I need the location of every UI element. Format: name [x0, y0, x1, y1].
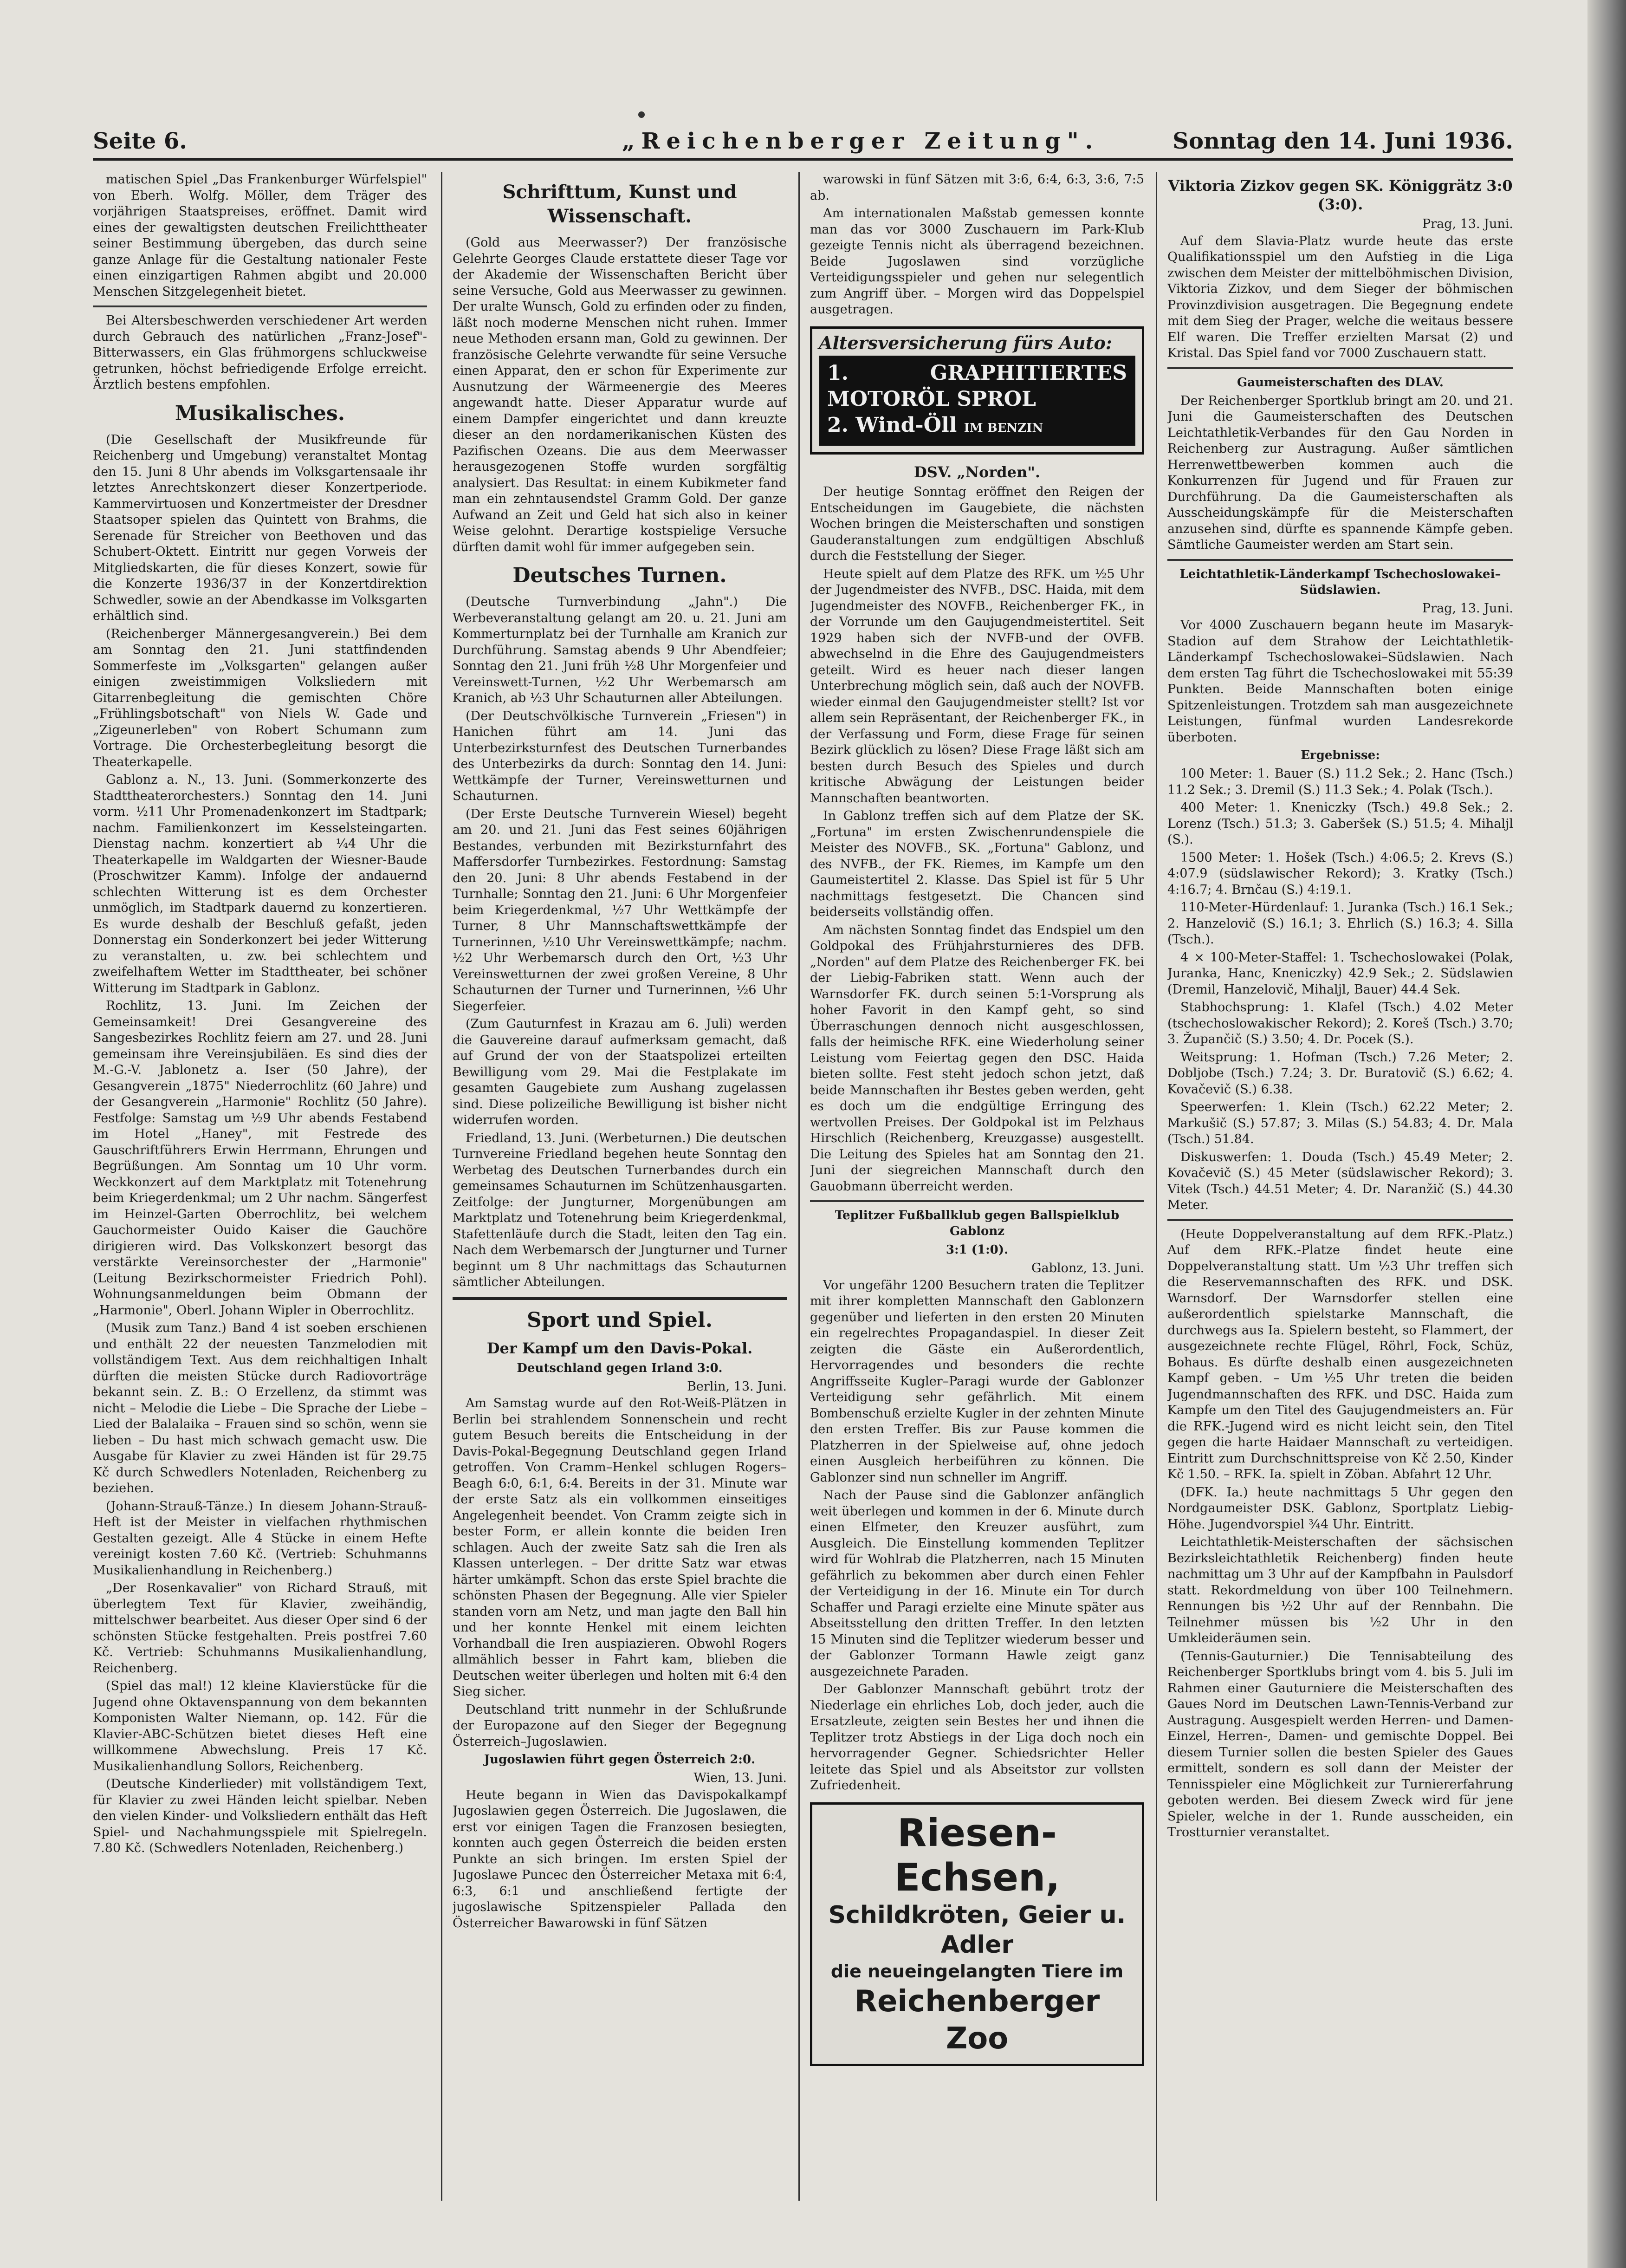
ad-line-2-suffix: IM BENZIN: [964, 421, 1043, 435]
article-text: (Zum Gauturnfest in Krazau am 6. Juli) werden die Gauvereine darauf aufmerksam gemacht, daß auf Grund der von der Staatspolizei erteilten Bewilligung vom 29. Mai die Festplakate im gesamten Gaugebiete zum Aushang zugelassen sind. Diese polizeiliche Bewilligung ist bisher nicht widerrufen worden.: [453, 1017, 787, 1127]
article-text: Der Gablonzer Mannschaft gebührt trotz der Niederlage ein ehrliches Lob, doch jeder, auch die Ersatzleute, zeigten sein Bestes her und ihnen die Teplitzer trotz Abstiegs in der Liga doch noch ein hervorragender Gegner. Schiedsrichter Heller leitete das Spiel und als Abseitstor zur vollsten Zufriedenheit.: [810, 1682, 1144, 1793]
article-headline: Leichtathletik-Länderkampf Tschechoslowakei–Südslawien.: [1179, 567, 1501, 597]
article-text: Am Samstag wurde auf den Rot-Weiß-Plätzen in Berlin bei strahlendem Sonnenschein und recht gutem Besuch bereits die Entscheidung in der Davis-Pokal-Begegnung Deutschland gegen Irland getroffen. Von Cramm–Henkel schlugen Rogers–Beagh 6:0, 6:1, 6:4. Bereits in der 31. Minute war der erste Satz als ein vollkommen einseitiges Angelegenheit beendet. Von Cramm zeigte sich in bester Form, er allein konnte die beiden Iren schlagen. Auch der zweite Satz sah die Iren als Klassen unterlegen. – Der dritte Satz war etwas härter umkämpft. Schon das erste Spiel brachte die schönsten Phasen der Begegnung. Alle vier Spieler standen vorn am Netz, und man jagte den Ball hin und her konnte Henkel mit einem leichten Vorhandball die Iren auspiazieren. Obwohl Rogers allmählich besser in Fahrt kam, blieben die Deutschen weiter überlegen und holten mit 6:4 den Sieg sicher.: [453, 1396, 787, 1699]
article-text: Auf dem Slavia-Platz wurde heute das erste Qualifikationsspiel um den Aufstieg in die Liga zwischen dem Meister der mittelböhmischen Division, Viktoria Zizkov, und dem Sieger der böhmischen Provinzdivision ausgetragen. Die Begegnung endete mit dem Sieg der Prager, welche die weitaus bessere Elf waren. Die Treffer erzielten Marsat (2) und Kristal. Das Spiel fand vor 7000 Zuschauern statt.: [1167, 234, 1513, 360]
article-subheadline: Deutschland gegen Irland 3:0.: [517, 1361, 723, 1375]
result-line: Weitsprung: 1. Hofman (Tsch.) 7.26 Meter; 2. Dobljobe (Tsch.) 7.24; 3. Dr. Buratovič (S.) 6.62; 4. Kovačevič (S.) 6.38.: [1167, 1050, 1513, 1097]
masthead: [93, 125, 1513, 161]
page-edge-shadow: [1587, 0, 1626, 2268]
results-heading: Ergebnisse:: [1301, 748, 1380, 762]
column-rule: [441, 172, 442, 2201]
article-text: (Tennis-Gauturnier.) Die Tennisabteilung des Reichenberger Sportklubs bringt vom 4. bis 5. Juli im Rahmen einer Gauturniere die Meisterschaften des Gaues Nord im Deutschen Lawn-Tennis-Verband zur Austragung. Ausgespielt werden Herren- und Damen-Einzel, Herren-, Damen- und gemischte Doppel. Bei diesem Turnier sollen die besten Spieler des Gaues ermittelt, sondern es soll dann der Meister der Tennisspieler eine Möglichkeit zur Turniererfahrung geboten werden. Bei diesem Zweck wird für jene Spieler, welche in der 1. Runde ausscheiden, ein Trostturnier veranstaltet.: [1167, 1649, 1513, 1839]
ad-line-2: [827, 412, 1127, 441]
zoo-ad-line-1: Riesen-Echsen,: [894, 1811, 1060, 1900]
article-text: Heute spielt auf dem Platze des RFK. um ½5 Uhr der Jugendmeister des NVFB., DSC. Haida, mit dem Jugendmeister des NOVFB., Reichenberger FK., in der Vorrunde um den Gaujugendmeistertitel. Seit 1929 haben sich der NVFB-und der OVFB. abwechselnd in die Ehre des Gaujugendmeisters geteilt. Wird es heuer nach dieser langen Unterbrechung möglich sein, daß auch der NOVFB. wieder einmal den Gaujugendmeister stellt? Ist vor allem sein Repräsentant, der Reichenberger FK., in der Verfassung und Form, diese Frage für seinen Bezirk glücklich zu lösen? Diese Frage läßt sich am besten durch Besuch des Spieles und durch kritische Abwägung der Leistungen beider Mannschaften beantworten.: [810, 566, 1144, 806]
article-subheadline: Jugoslawien führt gegen Österreich 2:0.: [484, 1753, 756, 1767]
dateline: Wien, 13. Juni.: [693, 1771, 787, 1785]
divider: [453, 1297, 787, 1300]
article-text: (Reichenberger Männergesangverein.) Bei dem am Sonntag den 21. Juni stattfindenden Sommerfeste im „Volksgarten" gelangen außer einigen zweistimmigen Volksliedern mit Gitarrenbegleitung die gemischten Chöre „Frühlingsbotschaft" von Niels W. Gade und „Zigeunerleben" von Robert Schumann zum Vortrage. Die Orchesterbegleitung besorgt die Theaterkapelle.: [93, 626, 427, 769]
ad-line-1: 1. GRAPHITIERTES MOTORÖL SPROL: [827, 361, 1127, 411]
section-heading: Deutsches Turnen.: [512, 564, 727, 587]
ad-line-2-name: 2. Wind-Öll: [827, 413, 957, 437]
article-text: Nach der Pause sind die Gablonzer anfänglich weit überlegen und kommen in der 6. Minute durch einen Elfmeter, den Kreuzer ausführt, zum Ausgleich. Die Einstellung kommenden Teplitzer wird für Wohlrab die Platzherren, nach 15 Minuten gefährlich zu bekommen aber durch einen Fehler der Verteidigung in der 16. Minute ein Tor durch Schaffer und Paragi erzielte eine Minute später aus Abseitsstellung den dritten Treffer. In den letzten 15 Minuten sind die Teplitzer wiederum besser und der Gablonzer Tormann Hawle zeigt ganz ausgezeichnete Paraden.: [810, 1488, 1144, 1679]
column-rule: [1156, 172, 1157, 2201]
divider: [1167, 559, 1513, 561]
article-text: Am internationalen Maßstab gemessen konnte man das vor 3000 Zuschauern im Park-Klub gezeigte Tennis nicht als überragend bezeichnen. Beide Jugoslawen sind vorzügliche Verteidigungsspieler und gehen nur selegentlich zum Angriff über. – Morgen wird das Doppelspiel ausgetragen.: [810, 206, 1144, 317]
zoo-ad-line-4: Reichenberger Zoo: [854, 1984, 1100, 2056]
result-line: Stabhochsprung: 1. Klafel (Tsch.) 4.02 Meter (tschechoslowakischer Rekord); 2. Koreš (Tsch.) 3.70; 3. Župančič (S.) 3.50; 4. Dr. Pocek (S.).: [1167, 1000, 1513, 1046]
article-text: Der Reichenberger Sportklub bringt am 20. und 21. Juni die Gaumeisterschaften des Deutschen Leichtathletik-Verbandes für den Gau Norden in Reichenberg zur Austragung. Außer sämtlichen Herrenwettbewerben kommen auch die Konkurrenzen für Jugend und für Frauen zur Durchführung. Da die Gaumeisterschaften als Ausscheidungskämpfe für die Meisterschaften anzusehen sind, dürfte es spannende Kämpfe geben. Sämtliche Gaumeister werden am Start sein.: [1167, 393, 1513, 552]
dateline: Prag, 13. Juni.: [1422, 217, 1513, 231]
article-headline: Gaumeisterschaften des DLAV.: [1237, 375, 1444, 390]
result-line: 1500 Meter: 1. Hošek (Tsch.) 4:06.5; 2. Krevs (S.) 4:07.9 (südslawischer Rekord); 3. Kratky (Tsch.) 4:16.7; 4. Brnčau (S.) 4:19.1.: [1167, 850, 1513, 897]
ad-headline: Altersversicherung fürs Auto:: [819, 332, 1112, 353]
article-text: (Deutsche Kinderlieder) mit vollständigem Text, für Klavier zu zwei Händen leicht spielbar. Neben den vielen Kinder- und Volksliedern enthält das Heft Spiel- und Nachahmungsspiele mit Spielregeln. 7.80 Kč. (Schwedlers Notenladen, Reichenberg.): [93, 1777, 427, 1855]
motor-oil-advertisement: [810, 326, 1144, 455]
article-text: Vor ungefähr 1200 Besuchern traten die Teplitzer mit ihrer kompletten Mannschaft den Gablonzern gegenüber und lieferten in den ersten 20 Minuten ein regelrechtes Propagandaspiel. In dieser Zeit zeigten die Gäste ein Außerordentlich, Hervorragendes und besonders die rechte Angriffsseite Kugler–Paragi wurde der Gablonzer Verteidigung sehr gefährlich. Mit einem Bombenschuß erzielte Kugler in der zehnten Minute den ersten Treffer. Bis zur Pause kommen die Platzherren in der Spielweise auf, ohne jedoch einen Ausgleich herbeiführen zu können. Die Gablonzer sind nun schneller im Angriff.: [810, 1278, 1144, 1485]
article-text: warowski in fünf Sätzen mit 3:6, 6:4, 6:3, 3:6, 7:5 ab.: [810, 172, 1144, 203]
result-line: 400 Meter: 1. Kneniczky (Tsch.) 49.8 Sek.; 2. Lorenz (Tsch.) 51.3; 3. Gaberšek (S.) 51.5; 4. Mihaljl (S.).: [1167, 800, 1513, 847]
article-text: matischen Spiel „Das Frankenburger Würfelspiel" von Eberh. Wolfg. Möller, dem Träger des vorjährigen Staatspreises, eröffnet. Damit wird eines der gewaltigsten deutschen Freilichttheater seiner Bestimmung übergeben, das durch seine ganze Anlage für die Gestaltung nationaler Feste einen einzigartigen Rahmen abgibt und 20.000 Menschen Sitzgelegenheit bietet.: [93, 172, 427, 299]
article-text: Vor 4000 Zuschauern begann heute im Masaryk-Stadion auf dem Strahow der Leichtathletik-Länderkampf Tschechoslowakei–Südslawien. Nach dem ersten Tag führt die Tschechoslowakei mit 55:39 Punkten. Beide Mannschaften boten einige Spitzenleistungen. Trotzdem sah man ausgezeichnete Leistungen, fünfmal wurden Landesrekorde überboten.: [1167, 618, 1513, 745]
section-heading: Sport und Spiel.: [526, 1308, 713, 1332]
ad-band: [819, 356, 1135, 446]
dateline: Gablonz, 13. Juni.: [1031, 1261, 1144, 1275]
page-number: Seite 6.: [93, 128, 187, 154]
article-text: Leichtathletik-Meisterschaften der sächsischen Bezirksleichtathletik Reichenberg) finden heute nachmittag um 3 Uhr auf der Kampfbahn in Paulsdorf statt. Rekordmeldung von über 100 Teilnehmern. Rennungen bis ½2 Uhr auf der Rennbahn. Die Teilnehmer müssen bis ½2 Uhr in den Umkleideräumen sein.: [1167, 1535, 1513, 1645]
article-text: (DFK. Ia.) heute nachmittags 5 Uhr gegen den Nordgaumeister DSK. Gablonz, Sportplatz Liebig-Höhe. Jugendvorspiel ¾4 Uhr. Eintritt.: [1167, 1485, 1513, 1532]
article-headline: Teplitzer Fußballklub gegen Ballspielklub Gablonz: [835, 1209, 1120, 1238]
article-text: (Musik zum Tanz.) Band 4 ist soeben erschienen und enthält 22 der neuesten Tanzmelodien mit vollständigem Text. Aus dem reichhaltigen Inhalt dürften die meisten Stücke durch Radiovorträge bekannt sein. Z. B.: O Erzellenz, da stimmt was nicht – Melodie die Liebe – Die Sprache der Liebe – Lied der Balalaika – Frauen sind so schön, wenn sie lieben – Du hast mich schwach gemacht usw. Die Ausgabe für Klavier zu zwei Händen ist für 29.75 Kč durch Schwedlers Notenladen, Reichenberg zu beziehen.: [93, 1321, 427, 1495]
article-score: 3:1 (1:0).: [946, 1243, 1009, 1257]
article-text: (Die Gesellschaft der Musikfreunde für Reichenberg und Umgebung) veranstaltet Montag den 15. Juni 8 Uhr abends im Volksgartensaale ihr letztes Anrechtskonzert dieser Konzertperiode. Kammervirtuosen und Konzertmeister der Dresdner Staatsoper spielen das Quintett von Brahms, die Serenade für Streicher von Beethoven und das Schubert-Oktett. Eintritt nur gegen Vorweis der Mitgliedskarten, die für dieses Konzert, sowie für die Konzerte 1936/37 in der Konzertdirektion Schwedler, sowie an der Abendkasse im Volksgarten erhältlich sind.: [93, 432, 427, 623]
notice-text: Bei Altersbeschwerden verschiedener Art werden durch Gebrauch des natürlichen „Franz-Josef"-Bitterwassers, ein Glas frühmorgens schluckweise getrunken, höchst befriedigende Erfolge erreicht. Ärztlich bestens empfohlen.: [93, 313, 427, 392]
article-text: (Johann-Strauß-Tänze.) In diesem Johann-Strauß-Heft ist der Meister in vielfachen rhythmischen Gestalten gezeigt. Alle 4 Stücke in einem Hefte vereinigt kosten 7.60 Kč. (Vertrieb: Schuhmanns Musikalienhandlung in Reichenberg.): [93, 1499, 427, 1578]
divider: [1167, 1219, 1513, 1221]
column-2: [453, 172, 787, 2215]
column-4: [1167, 172, 1513, 2215]
article-text: „Der Rosenkavalier" von Richard Strauß, mit überlegtem Text für Klavier, zweihändig, mittelschwer bearbeitet. Aus dieser Oper sind 6 der schönsten Stücke festgehalten. Preis postfrei 7.60 Kč. Vertrieb: Schuhmanns Musikalienhandlung, Reichenberg.: [93, 1581, 427, 1676]
ink-dot: [638, 111, 645, 118]
zoo-ad-line-2: Schildkröten, Geier u. Adler: [828, 1901, 1126, 1959]
column-1: [93, 172, 427, 2215]
result-line: 4 × 100-Meter-Staffel: 1. Tschechoslowakei (Polak, Juranka, Hanc, Kneniczky) 42.9 Sek.; 2. Südslawien (Dremil, Hanzelovič, Mihaljl, Bauer) 44.4 Sek.: [1167, 950, 1513, 997]
section-heading: Schrifttum, Kunst und Wissenschaft.: [502, 181, 737, 227]
article-text: Am nächsten Sonntag findet das Endspiel um den Goldpokal des Frühjahrsturnieres des DFB. „Norden" auf dem Platze des Reichenberger FK. bei der Liebig-Fabriken statt. Wenn auch der Warnsdorfer FK. durch seinen 5:1-Vorsprung als hoher Favorit in den Kampf geht, so sind Überraschungen dennoch nicht ausgeschlossen, falls der heimische RFK. eine Wiederholung seiner Leistung vom Feiertag gegen den DSC. Haida bieten sollte. Fest steht jedoch schon jetzt, daß beide Mannschaften ihr Bestes geben werden, geht es doch um die endgültige Erringung des wertvollen Preises. Der Goldpokal ist im Pelzhaus Hirschlich (Reichenberg, Kreuzgasse) ausgestellt. Die Leitung des Spieles hat am Sonntag den 21. Juni der siegreichen Mannschaft durch den Gauobmann überreicht werden.: [810, 923, 1144, 1194]
column-rule: [798, 172, 800, 2201]
result-line: Speerwerfen: 1. Klein (Tsch.) 62.22 Meter; 2. Markušič (S.) 57.87; 3. Milas (S.) 54.83; 4. Dr. Mala (Tsch.) 51.84.: [1167, 1100, 1513, 1146]
article-text: (Der Deutschvölkische Turnverein „Friesen") in Hanichen führt am 14. Juni das Unterbezirksturnfest des Deutschen Turnerbandes des Unterbezirks da durch: Sonntag den 14. Juni: Wettkämpfe der Turner, Vereinswetturnen und Schauturnen.: [453, 708, 787, 803]
section-heading: Musikalisches.: [175, 401, 345, 425]
result-line: 100 Meter: 1. Bauer (S.) 11.2 Sek.; 2. Hanc (Tsch.) 11.2 Sek.; 3. Dremil (S.) 11.3 Sek.; 4. Polak (Tsch.).: [1167, 767, 1513, 797]
article-headline: Der Kampf um den Davis-Pokal.: [486, 1339, 753, 1357]
zoo-ad-line-3: die neueingelangten Tiere im: [830, 1961, 1124, 1982]
article-text: (Spiel das mal!) 12 kleine Klavierstücke für die Jugend ohne Oktavenspannung von dem bekannten Komponisten Walter Niemann, op. 142. Für die Klavier-ABC-Schützen bietet dieses Heft eine willkommene Abwechslung. Preis 17 Kč. Musikalienhandlung Sollors, Reichenberg.: [93, 1679, 427, 1774]
dateline: Prag, 13. Juni.: [1422, 601, 1513, 616]
article-text: (Heute Doppelveranstaltung auf dem RFK.-Platz.) Auf dem RFK.-Platze findet heute eine Doppelveranstaltung statt. Um ½3 Uhr treffen sich die Reservemannschaften des RFK. und DSK. Warnsdorf. Der Warnsdorfer stellen eine außerordentlich spielstarke Mannschaft, die durchwegs aus Ia. Spielern besteht, so Flammert, der ausgezeichnete rechte Flügel, Röhrl, Fock, Schüz, Bohaus. Es dürfte deshalb einen ausgezeichneten Kampf geben. – Um ½5 Uhr treten die beiden Jugendmannschaften des RFK. und DSC. Haida zum Kampfe um den Titel des Gaujugendmeisters an. Für die RFK.-Jugend wird es nicht leicht sein, den Titel gegen die harte Haidaer Mannschaft zu verteidigen. Eintritt zum Durchschnittspreise von Kč 2.50, Kinder Kč 1.50. – RFK. Ia. spielt in Zöban. Abfahrt 12 Uhr.: [1167, 1227, 1513, 1482]
divider: [93, 305, 427, 307]
zoo-advertisement: [810, 1802, 1144, 2066]
divider: [1167, 367, 1513, 369]
divider: [810, 1200, 1144, 1202]
article-text: Deutschland tritt nunmehr in der Schlußrunde der Europazone auf den Sieger der Begegnung Österreich–Jugoslawien.: [453, 1702, 787, 1749]
article-text: Friedland, 13. Juni. (Werbeturnen.) Die deutschen Turnvereine Friedland begehen heute Sonntag den Werbetag des Deutschen Turnerbandes durch ein gemeinsames Schauturnen im Schützenhausgarten. Zeitfolge: der Jungturner, Morgenübungen am Marktplatz und Totenehrung beim Kriegerdenkmal, Stafettenläufe durch die Stadt, leiten den Tag ein. Nach dem Werbemarsch der Jungturner und Turner beginnt um 8 Uhr nachmittags das Schauturnen sämtlicher Abteilungen.: [453, 1131, 787, 1289]
article-text: (Der Erste Deutsche Turnverein Wiesel) begeht am 20. und 21. Juni das Fest seines 60jährigen Bestandes, verbunden mit Bezirksturnfahrt des Maffersdorfer Turnbezirkes. Festordnung: Samstag den 20. Juni: 8 Uhr abends Festabend in der Turnhalle; Sonntag den 21. Juni: 6 Uhr Morgenfeier beim Kriegerdenkmal, ½7 Uhr Wettkämpfe der Turner, 8 Uhr Mannschaftswettkämpfe der Turnerinnen, ½10 Uhr Vereinswettkämpfe; nachm. ½2 Uhr Werbemarsch durch den Ort, ½3 Uhr Vereinswetturnen der zwei großen Vereine, 8 Uhr Schauturnen der Turner und Turnerinnen, ½6 Uhr Siegerfeier.: [453, 806, 787, 1014]
article-text: (Gold aus Meerwasser?) Der französische Gelehrte Georges Claude erstattete dieser Tage vor der Akademie der Wissenschaften Bericht über seine Versuche, Gold aus Meerwasser zu gewinnen. Der uralte Wunsch, Gold zu erfinden oder zu finden, läßt noch moderne Menschen nicht ruhen. Immer neue Methoden ersann man, Gold zu gewinnen. Der französische Gelehrte verwandte für seine Versuche einen Apparat, den er schon für Experimente zur Ausnutzung der Wärmeenergie des Meeres angewandt hatte. Dieser Apparatur wurde auf einem Dampfer eingerichtet und dann kreuzte dieser an den nordamerikanischen Küsten des Pazifischen Ozeans. Die aus dem Meerwasser herausgezogenen Stoffe wurden sorgfältig analysiert. Das Resultat: in einem Kubikmeter fand man ein zehntausendstel Gramm Gold. Der ganze Aufwand an Zeit und Geld hat sich also in keiner Weise gelohnt. Derartige kostspielige Versuche dürften damit wohl für immer aufgegeben sein.: [453, 235, 787, 554]
article-text: (Deutsche Turnverbindung „Jahn".) Die Werbeveranstaltung gelangt am 20. u. 21. Juni am Kommerturnplatz bei der Turnhalle am Kranich zur Durchführung. Samstag abends 9 Uhr Abendfeier; Sonntag den 21. Juni früh ½8 Uhr Morgenfeier und Vereinswett-Turnen, ½2 Uhr Werbemarsch am Kranich, ab ½3 Uhr Schauturnen aller Abteilungen.: [453, 595, 787, 705]
article-text: Heute begann in Wien das Davispokalkampf Jugoslawien gegen Österreich. Die Jugoslawen, die erst vor einigen Tagen die Franzosen besiegten, konnten auch gegen Österreich die beiden ersten Punkte an sich bringen. Im ersten Spiel der Jugoslawe Puncec den Österreicher Metaxa mit 6:4, 6:3, 6:1 und anschließend fertigte der jugoslawische Spitzenspieler Pallada den Österreicher Bawarowski in fünf Sätzen: [453, 1787, 787, 1930]
newspaper-title: „Reichenberger Zeitung".: [622, 128, 1100, 154]
dateline: Berlin, 13. Juni.: [687, 1379, 787, 1394]
result-line: 110-Meter-Hürdenlauf: 1. Juranka (Tsch.) 16.1 Sek.; 2. Hanzelovič (S.) 16.1; 3. Ehrlich (S.) 16.3; 4. Silla (Tsch.).: [1167, 900, 1513, 947]
article-text: Rochlitz, 13. Juni. Im Zeichen der Gemeinsamkeit! Drei Gesangvereine des Sangesbezirkes Rochlitz feiern am 27. und 28. Juni gemeinsam ihre Vereinsjubiläen. Es sind dies der M.-G.-V. Jablonetz a. Iser (50 Jahre), der Gesangverein „1875" Niederrochlitz (60 Jahre) und der Gesangverein „Harmonie" Rochlitz (50 Jahre). Festfolge: Samstag um ½9 Uhr abends Festabend im Hotel „Haney", mit Festrede des Gauschriftführers Erwin Herrmann, Ehrungen und Begrüßungen. Am Sonntag um 10 Uhr vorm. Weckkonzert auf dem Marktplatz mit Totenehrung beim Kriegerdenkmal; um 2 Uhr nachm. Sängerfest im Heinzel-Garten Oberrochlitz, bei welchem Gauchormeister Ouido Kaiser die Gauchöre dirigieren wird. Das Volkskonzert besorgt das verstärkte Vereinsorchester der „Harmonie" (Leitung Bezirkschormeister Friedrich Pohl). Wohnungsanmeldungen beim Obmann der „Harmonie", Oberl. Johann Wipler in Oberrochlitz.: [93, 999, 427, 1318]
column-3: [810, 172, 1144, 2215]
article-headline: Viktoria Zizkov gegen SK. Königgrätz 3:0 (3:0).: [1168, 177, 1513, 213]
article-text: Der heutige Sonntag eröffnet den Reigen der Entscheidungen im Gaugebiete, die nächsten Wochen bringen die Meisterschaften und sonstigen Gauderanstaltungen zum endgültigen Abschluß durch die Feststellung der Sieger.: [810, 485, 1144, 563]
issue-date: Sonntag den 14. Juni 1936.: [1173, 128, 1513, 154]
result-line: Diskuswerfen: 1. Douda (Tsch.) 45.49 Meter; 2. Kovačevič (S.) 45 Meter (südslawischer Rekord); 3. Vitek (Tsch.) 44.51 Meter; 4. Dr. Naranžič (S.) 44.30 Meter.: [1167, 1150, 1513, 1212]
article-text: Gablonz a. N., 13. Juni. (Sommerkonzerte des Stadttheaterorchesters.) Sonntag den 14. Juni vorm. ½11 Uhr Promenadenkonzert im Stadtpark; nachm. Familienkonzert im Kesselsteingarten. Dienstag nachm. konzertiert ab ¼4 Uhr die Theaterkapelle im Waldgarten der Wiesner-Baude (Proschwitzer Kamm). Infolge der andauernd schlechten Witterung ist es dem Orchester unmöglich, im Stadtpark dauernd zu konzertieren. Es wurde deshalb der Beschluß gefaßt, jeden Donnerstag ein Sonderkonzert bei jeder Witterung zu veranstalten, u. zw. bei schlechtem und zweifelhaftem Wetter im Stadttheater, bei schöner Witterung im Stadtpark in Gablonz.: [93, 773, 427, 995]
section-heading: DSV. „Norden".: [913, 463, 1041, 481]
article-text: In Gablonz treffen sich auf dem Platze der SK. „Fortuna" im ersten Zwischenrundenspiele die Meister des NOVFB., SK. „Fortuna" Gablonz, und des NVFB., der FK. Riemes, im Kampfe um den Gaumeistertitel 2. Klasse. Das Spiel ist für 5 Uhr nachmittags festgesetzt. Die Chancen sind beiderseits vollständig offen.: [810, 809, 1144, 919]
